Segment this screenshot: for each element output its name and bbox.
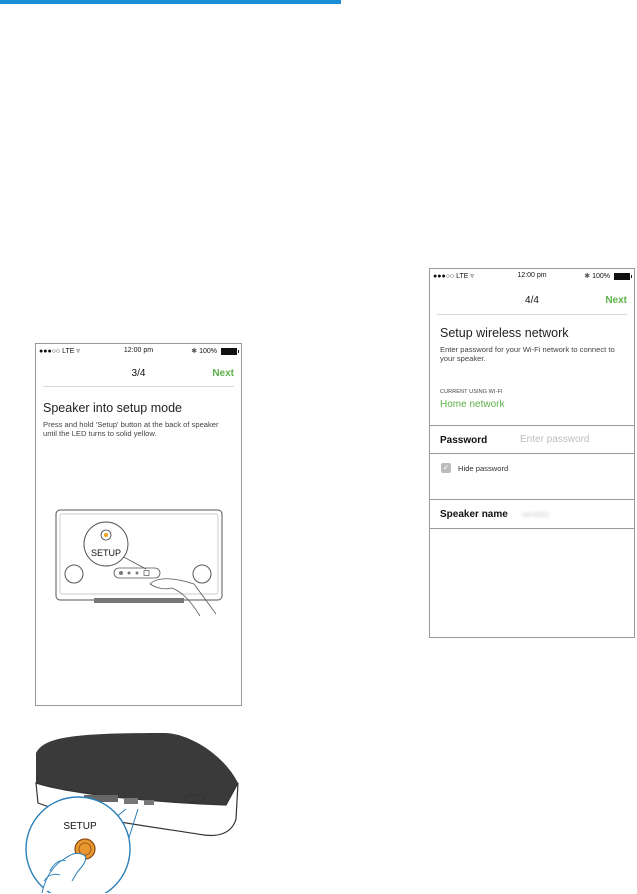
wifi-icon: ▿ <box>470 273 474 280</box>
status-bar <box>430 269 634 281</box>
nav-bar <box>430 289 634 311</box>
bluetooth-icon: ✱ <box>191 348 198 355</box>
status-time: 12:00 pm <box>123 347 154 354</box>
screen-description: Press and hold 'Setup' button at the back of speaker until the LED turns to solid yellow. <box>43 420 219 438</box>
password-label: Password <box>440 435 488 446</box>
screen-title: Speaker into setup mode <box>43 401 182 415</box>
setup-callout-label: SETUP <box>90 548 122 558</box>
screen-title: Setup wireless network <box>440 326 569 340</box>
battery-icon <box>614 273 630 280</box>
speaker-setup-illustration <box>54 504 226 624</box>
nav-bar <box>36 362 241 384</box>
battery-icon <box>221 348 237 355</box>
status-bar <box>36 344 241 356</box>
hide-password-checkbox[interactable] <box>441 463 451 473</box>
checkbox-check-icon: ✓ <box>442 463 450 472</box>
speaker-name-label: Speaker name <box>440 509 508 520</box>
wifi-icon: ▿ <box>76 348 80 355</box>
wifi-network-name[interactable]: Home network <box>440 399 505 410</box>
step-indicator: 3/4 <box>131 368 146 379</box>
phone-screen-step-3 <box>35 343 242 706</box>
bluetooth-icon: ✱ <box>584 273 591 280</box>
speaker-name-row <box>430 499 634 529</box>
hide-password-row <box>430 453 634 499</box>
battery-indicator: ✱ 100% <box>191 347 237 355</box>
section-accent-bar <box>0 0 341 4</box>
screen-description: Enter password for your Wi-Fi network to connect to your speaker. <box>440 345 615 363</box>
speaker-name-value[interactable]: AW3000 <box>522 512 549 519</box>
next-button[interactable]: Next <box>605 295 627 306</box>
nav-divider <box>43 386 234 387</box>
setup-button-label: SETUP <box>63 821 97 832</box>
status-time: 12:00 pm <box>517 272 547 279</box>
signal-indicator: ●●●○○ LTE ▿ <box>433 273 474 280</box>
password-input[interactable] <box>520 434 628 445</box>
next-button[interactable]: Next <box>212 368 234 379</box>
signal-indicator: ●●●○○ LTE ▿ <box>39 348 80 355</box>
nav-divider <box>437 314 627 315</box>
battery-indicator: ✱ 100% <box>584 272 630 280</box>
speaker-back-illustration <box>14 725 244 893</box>
phone-screen-step-4 <box>429 268 635 638</box>
wifi-caption: CURRENT USING WI-FI <box>440 389 503 395</box>
hide-password-label: Hide password <box>458 464 509 473</box>
password-row <box>430 425 634 453</box>
step-indicator: 4/4 <box>525 295 539 306</box>
